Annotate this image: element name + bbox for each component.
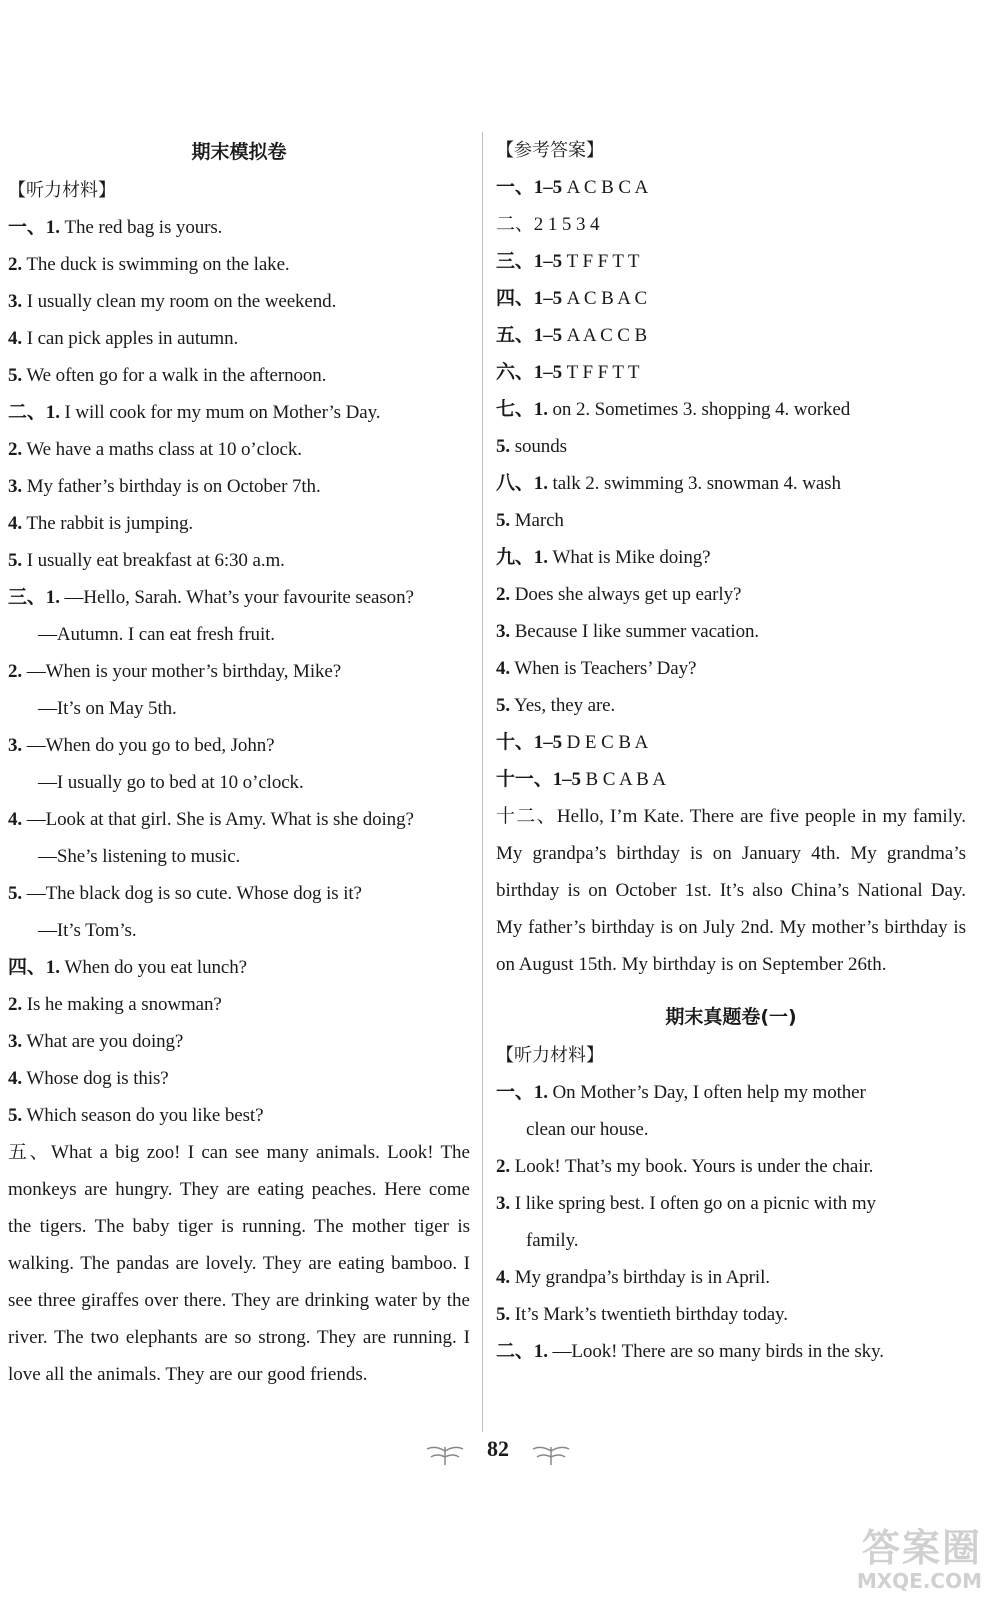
item-text: The red bag is yours. — [59, 217, 223, 238]
text-line — [8, 542, 470, 579]
section-title: 期末模拟卷 — [191, 141, 287, 163]
text-line — [8, 209, 470, 246]
item-number: 2. — [496, 1156, 511, 1177]
item-number: 六、1–5 — [496, 362, 563, 383]
page-number: 82 — [487, 1436, 509, 1461]
listening-header-2: 【听力材料】 — [496, 1045, 604, 1066]
text-line — [496, 1074, 966, 1111]
item-text: We have a maths class at 10 o’clock. — [22, 439, 302, 460]
item-number: 4. — [8, 1068, 23, 1089]
answer-lines — [496, 169, 966, 798]
page-footer — [0, 1436, 996, 1467]
text-line — [8, 468, 470, 505]
item-number: 4. — [8, 513, 23, 534]
item-text: What is Mike doing? — [547, 547, 711, 568]
text-line — [8, 690, 470, 727]
item-text: A C B A C — [562, 288, 648, 309]
text-line — [496, 1259, 966, 1296]
item-number: 四、1–5 — [496, 288, 563, 309]
item-text: I can pick apples in autumn. — [22, 328, 239, 349]
item-number: 3. — [8, 476, 23, 497]
text-line — [496, 613, 966, 650]
text-line — [496, 243, 966, 280]
item-number: 3. — [8, 1031, 23, 1052]
item-number: 八、1. — [496, 473, 548, 494]
item-number: 5. — [496, 695, 511, 716]
text-line — [8, 1023, 470, 1060]
column-divider — [482, 132, 483, 1432]
item-number: 2. — [8, 661, 23, 682]
item-text: Which season do you like best? — [22, 1105, 264, 1126]
item-text: What are you doing? — [22, 1031, 184, 1052]
text-line — [8, 616, 470, 653]
item-text: I like spring best. I often go on a picnic with my — [510, 1193, 876, 1214]
text-line — [496, 428, 966, 465]
item-number: 四、1. — [8, 957, 60, 978]
item-number: 2. — [496, 584, 511, 605]
text-line — [8, 727, 470, 764]
text-line — [8, 986, 470, 1023]
item-text: T F F T T — [562, 362, 640, 383]
watermark-logo: 答案圈 MXQE.COM — [856, 1526, 982, 1593]
text-line — [496, 687, 966, 724]
text-line — [496, 317, 966, 354]
item-number: 三、1. — [8, 587, 60, 608]
item-text: —Hello, Sarah. What’s your favourite season? — [59, 587, 414, 608]
text-line — [496, 761, 966, 798]
item-number: 二、1. — [8, 402, 60, 423]
item-text: T F F T T — [562, 251, 640, 272]
item-text: —When do you go to bed, John? — [22, 735, 275, 756]
item-text: Is he making a snowman? — [22, 994, 222, 1015]
left-plant-ornament-icon — [415, 1437, 475, 1467]
right-plant-ornament-icon — [521, 1437, 581, 1467]
item-text: A C B C A — [562, 177, 649, 198]
text-line — [8, 579, 470, 616]
item-text: D E C B A — [562, 732, 649, 753]
item-text: When is Teachers’ Day? — [510, 658, 697, 679]
text-line — [496, 1296, 966, 1333]
text-line — [8, 357, 470, 394]
item-text: sounds — [510, 436, 567, 457]
text-line — [496, 502, 966, 539]
text-line — [496, 354, 966, 391]
item-text: March — [510, 510, 564, 531]
item-number: 5. — [8, 365, 23, 386]
item-text: Does she always get up early? — [510, 584, 742, 605]
item-number: 3. — [496, 1193, 511, 1214]
left-column — [8, 132, 470, 1393]
text-line — [496, 391, 966, 428]
text-line — [496, 724, 966, 761]
item-number: 4. — [496, 1267, 511, 1288]
text-line — [496, 1148, 966, 1185]
item-number: 4. — [496, 658, 511, 679]
text-line — [8, 431, 470, 468]
text-line — [8, 801, 470, 838]
item-text: —It’s on May 5th. — [38, 698, 177, 719]
item-number: 3. — [8, 735, 23, 756]
text-line — [496, 650, 966, 687]
text-line — [8, 838, 470, 875]
text-line — [496, 1333, 966, 1370]
text-line — [496, 206, 966, 243]
text-line — [8, 1097, 470, 1134]
item-text: —It’s Tom’s. — [38, 920, 137, 941]
text-line — [8, 653, 470, 690]
item-text: —She’s listening to music. — [38, 846, 241, 867]
item-number: 5. — [8, 883, 23, 904]
text-line — [8, 949, 470, 986]
item-text: —I usually go to bed at 10 o’clock. — [38, 772, 304, 793]
item-number: 一、1. — [496, 1082, 548, 1103]
item-text: A A C C B — [562, 325, 648, 346]
text-line — [8, 246, 470, 283]
item-text: —Look at that girl. She is Amy. What is she doing? — [22, 809, 414, 830]
item-text: clean our house. — [526, 1119, 649, 1140]
item-text: I usually clean my room on the weekend. — [22, 291, 337, 312]
section-title-2: 期末真题卷(一) — [665, 1006, 797, 1028]
item-number: 5. — [496, 436, 511, 457]
text-line — [496, 465, 966, 502]
text-line — [8, 1060, 470, 1097]
item-number: 4. — [8, 328, 23, 349]
item-text: I will cook for my mum on Mother’s Day. — [59, 402, 381, 423]
item-text: —Look! There are so many birds in the sky. — [547, 1341, 884, 1362]
item-number: 2. — [8, 254, 23, 275]
text-line — [8, 283, 470, 320]
item-text: —Autumn. I can eat fresh fruit. — [38, 624, 275, 645]
item-number: 九、1. — [496, 547, 548, 568]
item-number: 5. — [8, 550, 23, 571]
text-line — [496, 1222, 966, 1259]
item-text: When do you eat lunch? — [59, 957, 247, 978]
item-text: The duck is swimming on the lake. — [22, 254, 290, 275]
item-text: We often go for a walk in the afternoon. — [22, 365, 327, 386]
text-line — [8, 505, 470, 542]
listening-header: 【听力材料】 — [8, 180, 116, 201]
item-text: —The black dog is so cute. Whose dog is it? — [22, 883, 362, 904]
item-number: 2. — [8, 994, 23, 1015]
text-line — [496, 1185, 966, 1222]
item-text: My father’s birthday is on October 7th. — [22, 476, 321, 497]
item-number: 七、1. — [496, 399, 548, 420]
item-number: 五、1–5 — [496, 325, 563, 346]
item-text: My grandpa’s birthday is in April. — [510, 1267, 770, 1288]
item-number: 3. — [8, 291, 23, 312]
item-text: The rabbit is jumping. — [22, 513, 194, 534]
text-line — [496, 169, 966, 206]
listening-lines — [8, 209, 470, 1134]
text-line — [8, 764, 470, 801]
item-number: 4. — [8, 809, 23, 830]
item-text: Whose dog is this? — [22, 1068, 169, 1089]
item-text: Yes, they are. — [510, 695, 616, 716]
text-line — [496, 539, 966, 576]
item-text: Look! That’s my book. Yours is under the chair. — [510, 1156, 874, 1177]
text-line — [496, 576, 966, 613]
item-number: 5. — [8, 1105, 23, 1126]
item-text: It’s Mark’s twentieth birthday today. — [510, 1304, 788, 1325]
item-number: 三、1–5 — [496, 251, 563, 272]
text-line — [8, 875, 470, 912]
answer-passage: 十二、Hello, I’m Kate. There are five people in my family. My grandpa’s birthday is on January 4th. My grandma’s birthday is on October 1st. It’s also China’s National Day. My father’s birthday is on July 2nd. My mother’s birthday is on August 15th. My birthday is on September 26th. — [496, 806, 966, 975]
item-text: talk 2. swimming 3. snowman 4. wash — [547, 473, 841, 494]
item-number: 十一、1–5 — [496, 769, 581, 790]
item-text: B C A B A — [580, 769, 666, 790]
text-line — [8, 394, 470, 431]
answers-header: 【参考答案】 — [496, 140, 604, 161]
text-line — [8, 320, 470, 357]
item-number: 5. — [496, 510, 511, 531]
item-text: On Mother’s Day, I often help my mother — [547, 1082, 866, 1103]
item-text: 二、2 1 5 3 4 — [496, 214, 600, 235]
listening-lines-2 — [496, 1074, 966, 1370]
item-number: 5. — [496, 1304, 511, 1325]
item-number: 2. — [8, 439, 23, 460]
item-text: on 2. Sometimes 3. shopping 4. worked — [547, 399, 851, 420]
right-column — [496, 132, 966, 1370]
text-line — [8, 912, 470, 949]
item-text: Because I like summer vacation. — [510, 621, 760, 642]
item-number: 一、1. — [8, 217, 60, 238]
item-text: I usually eat breakfast at 6:30 a.m. — [22, 550, 285, 571]
item-number: 一、1–5 — [496, 177, 563, 198]
item-number: 二、1. — [496, 1341, 548, 1362]
text-line — [496, 280, 966, 317]
listening-passage: 五、What a big zoo! I can see many animals. Look! The monkeys are hungry. They are eating peaches. Here come the tigers. The baby tiger is running. The mother tiger is walking. The pandas are lovely. They are eating bamboo. I see three giraffes over there. They are drinking water by the river. The two elephants are so strong. They are running. I love all the animals. They are our good friends. — [8, 1142, 470, 1385]
item-number: 十、1–5 — [496, 732, 563, 753]
text-line — [496, 1111, 966, 1148]
item-text: family. — [526, 1230, 579, 1251]
item-number: 3. — [496, 621, 511, 642]
item-text: —When is your mother’s birthday, Mike? — [22, 661, 342, 682]
